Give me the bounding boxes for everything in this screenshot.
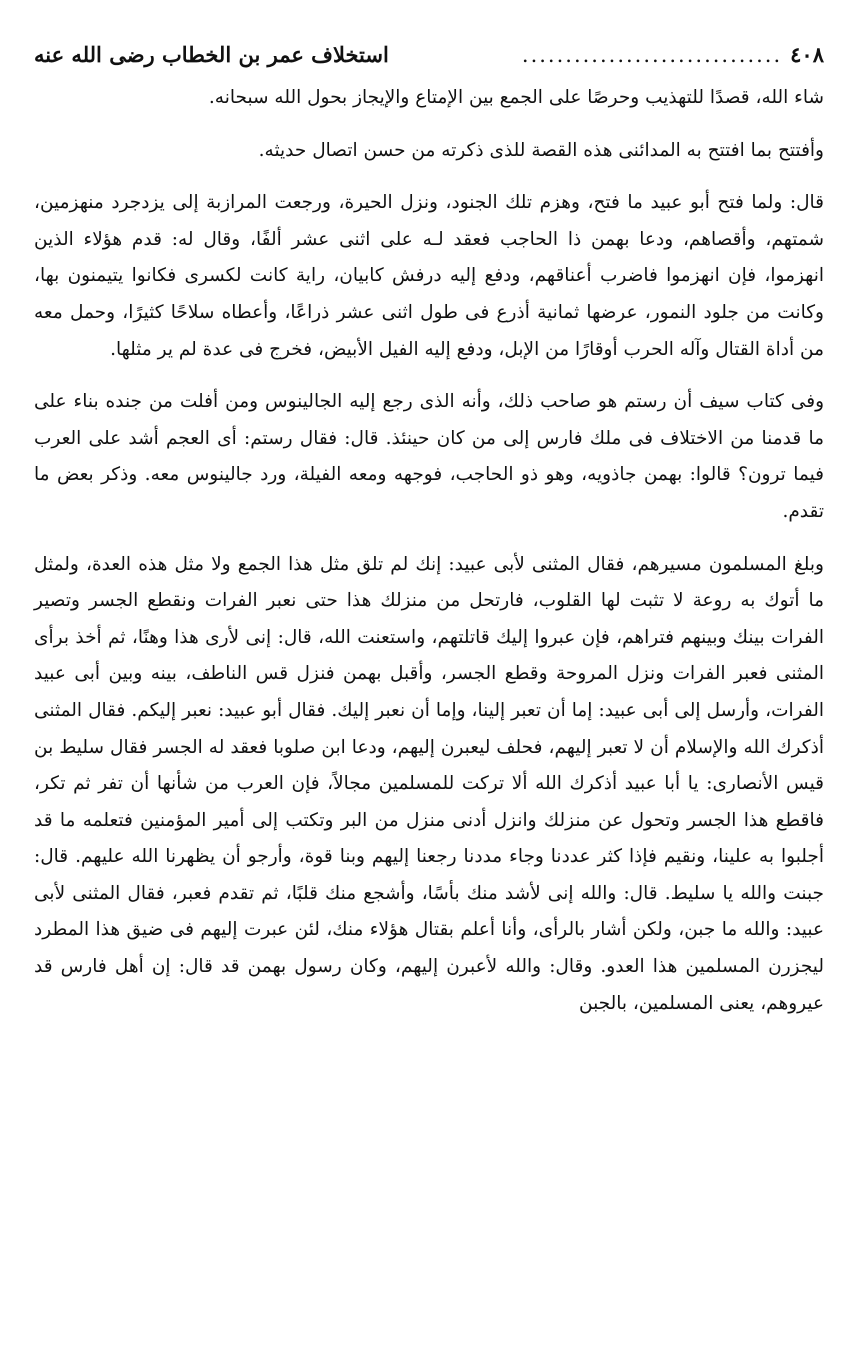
page-number: ٤٠٨	[790, 42, 824, 67]
paragraph: وبلغ المسلمون مسيرهم، فقال المثنى لأبى عبيد: إنك لم تلق مثل هذا الجمع ولا مثل هذه العدة، ولمثل ما أتوك به روعة لا تثبت لها القلوب، فارتحل من منزلك هذا حتى نعبر الفرات ونقطع الجسر وتصير الفرات بينك وبينهم فتراهم، فإن عبروا إليك قاتلتهم، واستعنت الله، قال: إنى لأرى هذا وهنًا، ثم أخذ برأى المثنى فعبر الفرات ونزل المروحة وقطع الجسر، وأقبل بهمن فنزل قس الناطف، بينه وبين أبى عبيد الفرات، وأرسل إلى أبى عبيد: إما أن تعبر إلينا، وإما أن نعبر إليك. فقال أبو عبيد: نعبر إليكم. فقال المثنى أذكرك الله والإسلام أن لا تعبر إليهم، فحلف ليعبرن إليهم، ودعا ابن صلوبا فعقد له الجسر فقال سليط بن قيس الأنصارى: يا أبا عبيد أذكرك الله ألا تركت للمسلمين مجالاً، فإن العرب من شأنها أن تفر ثم تكر، فاقطع هذا الجسر وتحول عن منزلك وانزل أدنى منزل من البر وتكتب إلى أمير المؤمنين فتعلمه ما قد أجلبوا به علينا، ونقيم فإذا كثر عددنا وجاء مددنا رجعنا إليهم وبنا قوة، وأرجو أن يظهرنا الله عليهم. قال: جبنت والله يا سليط. قال: والله إنى لأشد منك بأسًا، وأشجع منك قلبًا، ثم تقدم فعبر، فقال المثنى لأبى عبيد: والله ما جبن، ولكن أشار بالرأى، وأنا أعلم بقتال هؤلاء منك، لئن عبرت إليهم فى ضيق هذا المطرد ليجزرن المسلمين هذا العدو. وقال: والله لأعبرن إليهم، وكان رسول بهمن قد قال: إن أهل فارس قد عيروهم، يعنى المسلمين، بالجبن	[34, 553, 824, 1014]
paragraph: وفى كتاب سيف أن رستم هو صاحب ذلك، وأنه الذى رجع إليه الجالينوس ومن أفلت من جنده بناء على ما قدمنا من الاختلاف فى ملك فارس إلى من كان حينئذ. قال: فقال رستم: أى العجم أشد على العرب فيما ترون؟ قالوا: بهمن جاذويه، وهو ذو الحاجب، فوجهه ومعه الفيلة، ورد جالينوس معه. وذكر بعض ما تقدم.	[34, 391, 824, 522]
running-header	[34, 42, 824, 80]
chapter-title: استخلاف عمر بن الخطاب رضى الله عنه	[34, 42, 389, 67]
header-leader-dots: ..............................	[521, 43, 783, 67]
paragraph: شاء الله، قصدًا للتهذيب وحرصًا على الجمع بين الإمتاع والإيجاز بحول الله سبحانه.	[208, 87, 824, 108]
book-page	[34, 42, 824, 1038]
paragraph: وأفتتح بما افتتح به المدائنى هذه القصة للذى ذكرته من حسن اتصال حديثه.	[258, 139, 824, 161]
paragraph: قال: ولما فتح أبو عبيد ما فتح، وهزم تلك الجنود، ونزل الحيرة، ورجعت المرازبة إلى يزدجرد منهزمين، شمتهم، وأقصاهم، ودعا بهمن ذا الحاجب فعقد لـه على اثنى عشر ألفًا، وقال له: قدم هؤلاء الذين انهزموا، فإن انهزموا فاضرب أعناقهم، ودفع إليه درفش كابيان، راية كانت لكسرى فكانوا يتيمنون بها، وكانت من جلود النمور، عرضها ثمانية أذرع فى طول اثنى عشر ذراعًا، وأعطاه سلاحًا كثيرًا، وحمل معه من أداة القتال وآله الحرب أوقارًا من الإبل، ودفع إليه الفيل الأبيض، فخرج فى عدة لم ير مثلها.	[34, 192, 824, 360]
body-text	[34, 80, 824, 1022]
